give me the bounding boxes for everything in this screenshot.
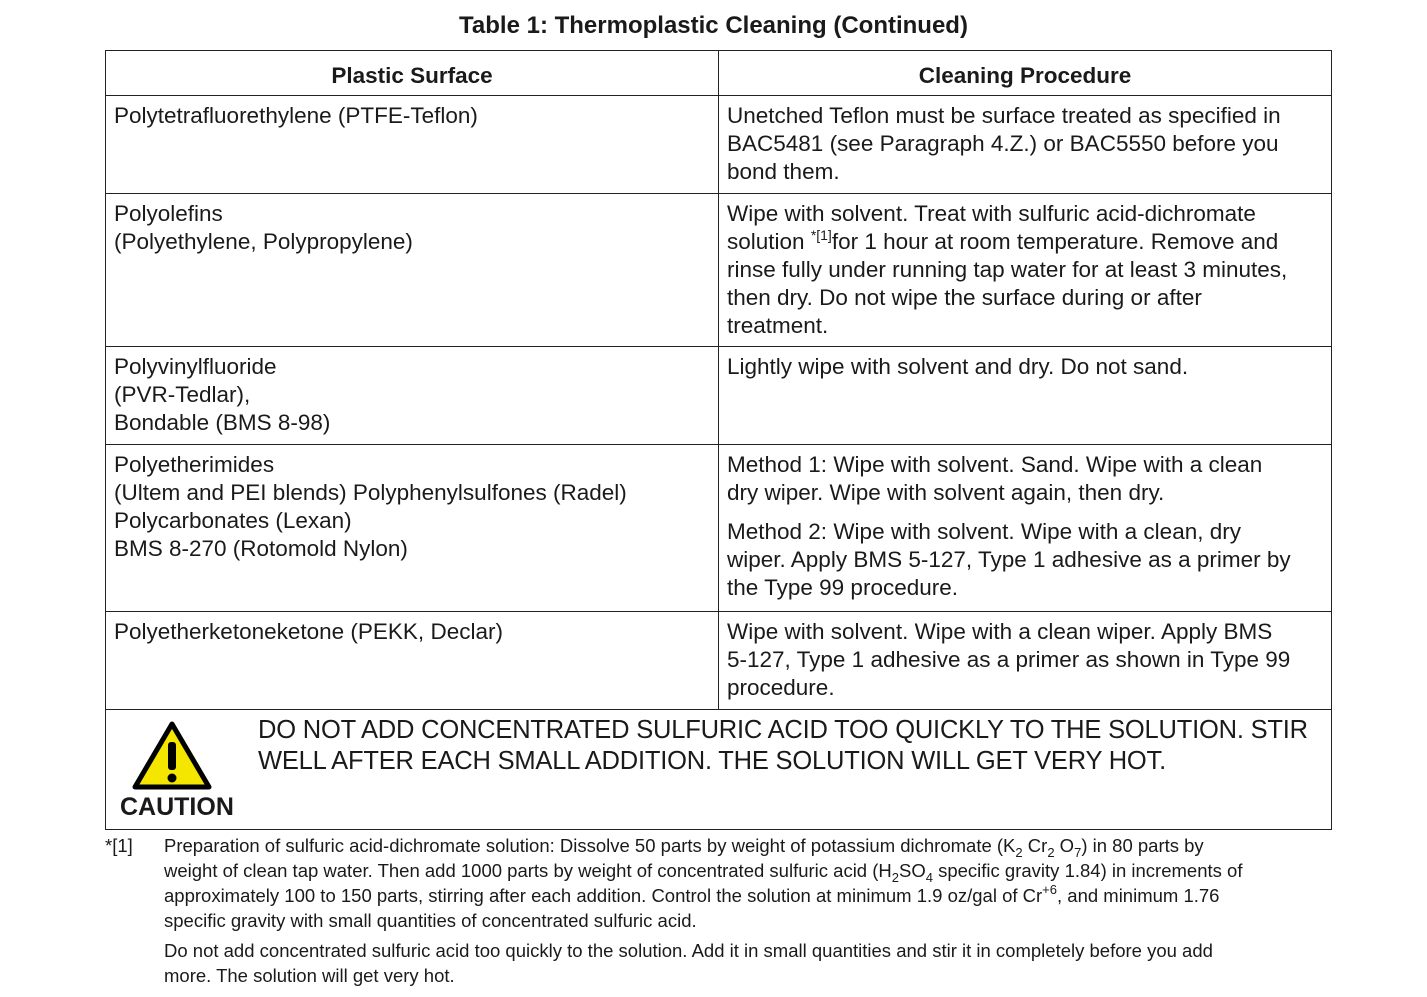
caution-row	[106, 710, 1332, 830]
surface-line: Polyetherketoneketone (PEKK, Declar)	[114, 619, 503, 644]
procedure-line: BAC5481 (see Paragraph 4.Z.) or BAC5550 before you	[727, 131, 1279, 156]
footnote-text: weight of clean tap water. Then add 1000 parts by weight of concentrated sulfuric acid (H	[164, 860, 892, 881]
procedure-line: Method 2: Wipe with solvent. Wipe with a clean, dry	[727, 519, 1241, 544]
footnote-text: O	[1054, 835, 1075, 856]
footnote-text: approximately 100 to 150 parts, stirring after each addition. Control the solution at minimum 1.9 oz/gal of Cr	[164, 885, 1043, 906]
procedure-line: the Type 99 procedure.	[727, 575, 958, 600]
footnote-line	[164, 883, 1344, 908]
footnote-para-2	[164, 938, 1344, 988]
surface-cell	[106, 96, 719, 194]
caution-line: WELL AFTER EACH SMALL ADDITION. THE SOLUTION WILL GET VERY HOT.	[258, 747, 1166, 775]
surface-line: (PVR-Tedlar),	[114, 382, 251, 407]
procedure-line: Method 1: Wipe with solvent. Sand. Wipe with a clean	[727, 452, 1263, 477]
table-title: Table 1: Thermoplastic Cleaning (Continued)	[459, 12, 968, 39]
surface-cell	[106, 347, 719, 445]
procedure-text: solution	[727, 229, 811, 254]
surface-line: Bondable (BMS 8-98)	[114, 410, 331, 435]
header-cleaning-procedure: Cleaning Procedure	[719, 51, 1332, 96]
footnote-text: Cr	[1022, 835, 1048, 856]
procedure-cell	[719, 445, 1332, 612]
procedure-cell	[719, 194, 1332, 347]
procedure-line: Wipe with solvent. Treat with sulfuric acid-dichromate	[727, 201, 1256, 226]
table-row	[106, 445, 1332, 612]
procedure-line: then dry. Do not wipe the surface during or after	[727, 285, 1202, 310]
procedure-text: for 1 hour at room temperature. Remove and	[831, 229, 1279, 254]
subscript: 2	[1047, 845, 1055, 860]
subscript: 2	[1015, 845, 1023, 860]
surface-cell	[106, 612, 719, 710]
thermoplastic-cleaning-table	[105, 50, 1332, 830]
procedure-cell	[719, 612, 1332, 710]
header-row	[106, 51, 1332, 96]
table-row	[106, 612, 1332, 710]
procedure-line: treatment.	[727, 313, 829, 338]
table-row	[106, 347, 1332, 445]
method-2	[727, 518, 1323, 602]
caution-label: CAUTION	[120, 793, 234, 821]
surface-line: Polyvinylfluoride	[114, 354, 277, 379]
footnote-text: , and minimum 1.76	[1057, 885, 1220, 906]
caution-text	[258, 715, 1308, 777]
procedure-cell	[719, 96, 1332, 194]
footnote-line: Do not add concentrated sulfuric acid too quickly to the solution. Add it in small quantities and stir it in completely before you add	[164, 940, 1213, 961]
procedure-line: 5-127, Type 1 adhesive as a primer as shown in Type 99	[727, 647, 1291, 672]
surface-line: Polyolefins	[114, 201, 223, 226]
footnote-line: more. The solution will get very hot.	[164, 965, 455, 986]
procedure-line: dry wiper. Wipe with solvent again, then dry.	[727, 480, 1165, 505]
method-1	[727, 451, 1323, 507]
subscript: 2	[891, 870, 899, 885]
footnote-mark: *[1]	[105, 835, 133, 856]
footnote-line	[164, 833, 1344, 858]
table-row	[106, 194, 1332, 347]
footnote-text: specific gravity 1.84) in increments of	[932, 860, 1243, 881]
procedure-line: bond them.	[727, 159, 840, 184]
subscript: 7	[1074, 845, 1082, 860]
surface-line: BMS 8-270 (Rotomold Nylon)	[114, 536, 408, 561]
footnote-line	[164, 858, 1344, 883]
footnote-body	[164, 833, 1344, 988]
footnote-text: Preparation of sulfuric acid-dichromate solution: Dissolve 50 parts by weight of potassium dichromate (K	[164, 835, 1016, 856]
surface-line: (Polyethylene, Polypropylene)	[114, 229, 413, 254]
procedure-line: wiper. Apply BMS 5-127, Type 1 adhesive as a primer by	[727, 547, 1291, 572]
warning-triangle-icon	[132, 720, 212, 790]
footnote-para-1	[164, 833, 1344, 933]
procedure-line: Wipe with solvent. Wipe with a clean wiper. Apply BMS	[727, 619, 1273, 644]
procedure-line-with-ref	[727, 228, 1323, 256]
surface-cell	[106, 445, 719, 612]
procedure-line: Lightly wipe with solvent and dry. Do not sand.	[727, 354, 1189, 379]
procedure-cell	[719, 347, 1332, 445]
caution-line: DO NOT ADD CONCENTRATED SULFURIC ACID TOO QUICKLY TO THE SOLUTION. STIR	[258, 716, 1308, 744]
surface-line: (Ultem and PEI blends) Polyphenylsulfones (Radel)	[114, 480, 627, 505]
header-plastic-surface: Plastic Surface	[106, 51, 719, 96]
footnote-text: ) in 80 parts by	[1081, 835, 1204, 856]
footnote-text: SO	[899, 860, 926, 881]
caution-box	[106, 710, 1332, 830]
procedure-line: rinse fully under running tap water for at least 3 minutes,	[727, 257, 1288, 282]
table-row	[106, 96, 1332, 194]
procedure-line: procedure.	[727, 675, 835, 700]
surface-cell	[106, 194, 719, 347]
footnote-line: specific gravity with small quantities of concentrated sulfuric acid.	[164, 910, 697, 931]
superscript: +6	[1042, 882, 1057, 897]
subscript: 4	[925, 870, 933, 885]
footnote-ref[interactable]: *[1]	[810, 227, 832, 243]
surface-line: Polytetrafluorethylene (PTFE-Teflon)	[114, 103, 478, 128]
procedure-line: Unetched Teflon must be surface treated as specified in	[727, 103, 1281, 128]
surface-line: Polyetherimides	[114, 452, 275, 477]
surface-line: Polycarbonates (Lexan)	[114, 508, 352, 533]
